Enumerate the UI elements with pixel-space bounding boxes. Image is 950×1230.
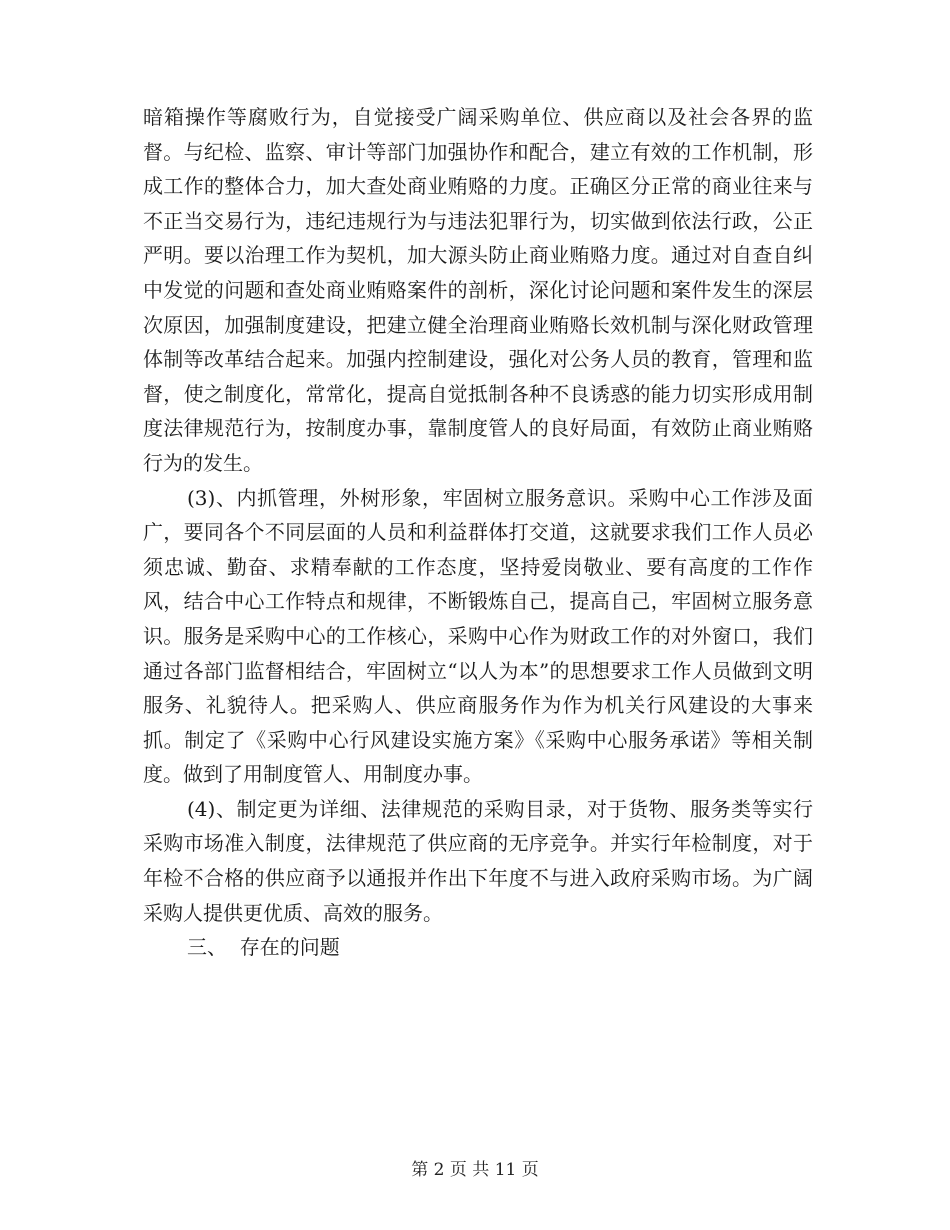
page-footer: 第 2 页 共 11 页: [411, 1160, 539, 1180]
document-body: [143, 100, 813, 965]
paragraph-3: (4)、制定更为详细、法律规范的采购目录，对于货物、服务类等实行采购市场准入制度，法律规范了供应商的无序竞争。并实行年检制度，对于年检不合格的供应商予以通报并作出下年度不与进入政府采购市场。为广阔采购人提供更优质、高效的服务。: [143, 796, 813, 925]
section-heading: 三、 存在的问题: [187, 935, 340, 960]
paragraph-2: (3)、内抓管理，外树形象，牢固树立服务意识。采购中心工作涉及面广，要同各个不同层面的人员和利益群体打交道，这就要求我们工作人员必须忠诚、勤奋、求精奉献的工作态度，坚持爱岗敬业、要有高度的工作作风，结合中心工作特点和规律，不断锻炼自己，提高自己，牢固树立服务意识。服务是采购中心的工作核心，采购中心作为财政工作的对外窗口，我们通过各部门监督相结合，牢固树立“以人为本”的思想要求工作人员做到文明服务、礼貌待人。把采购人、供应商服务作为作为机关行风建设的大事来抓。制定了《采购中心行风建设实施方案》《采购中心服务承诺》等相关制度。做到了用制度管人、用制度办事。: [143, 485, 813, 787]
paragraph-1: 暗箱操作等腐败行为，自觉接受广阔采购单位、供应商以及社会各界的监督。与纪检、监察、审计等部门加强协作和配合，建立有效的工作机制，形成工作的整体合力，加大查处商业贿赂的力度。正确区分正常的商业往来与不正当交易行为，违纪违规行为与违法犯罪行为，切实做到依法行政，公正严明。要以治理工作为契机，加大源头防止商业贿赂力度。通过对自查自纠中发觉的问题和查处商业贿赂案件的剖析，深化讨论问题和案件发生的深层次原因，加强制度建设，把建立健全治理商业贿赂长效机制与深化财政管理体制等改革结合起来。加强内控制建设，强化对公务人员的教育，管理和监督，使之制度化，常常化，提高自觉抵制各种不良诱惑的能力切实形成用制度法律规范行为，按制度办事，靠制度管人的良好局面，有效防止商业贿赂行为的发生。: [143, 105, 813, 475]
